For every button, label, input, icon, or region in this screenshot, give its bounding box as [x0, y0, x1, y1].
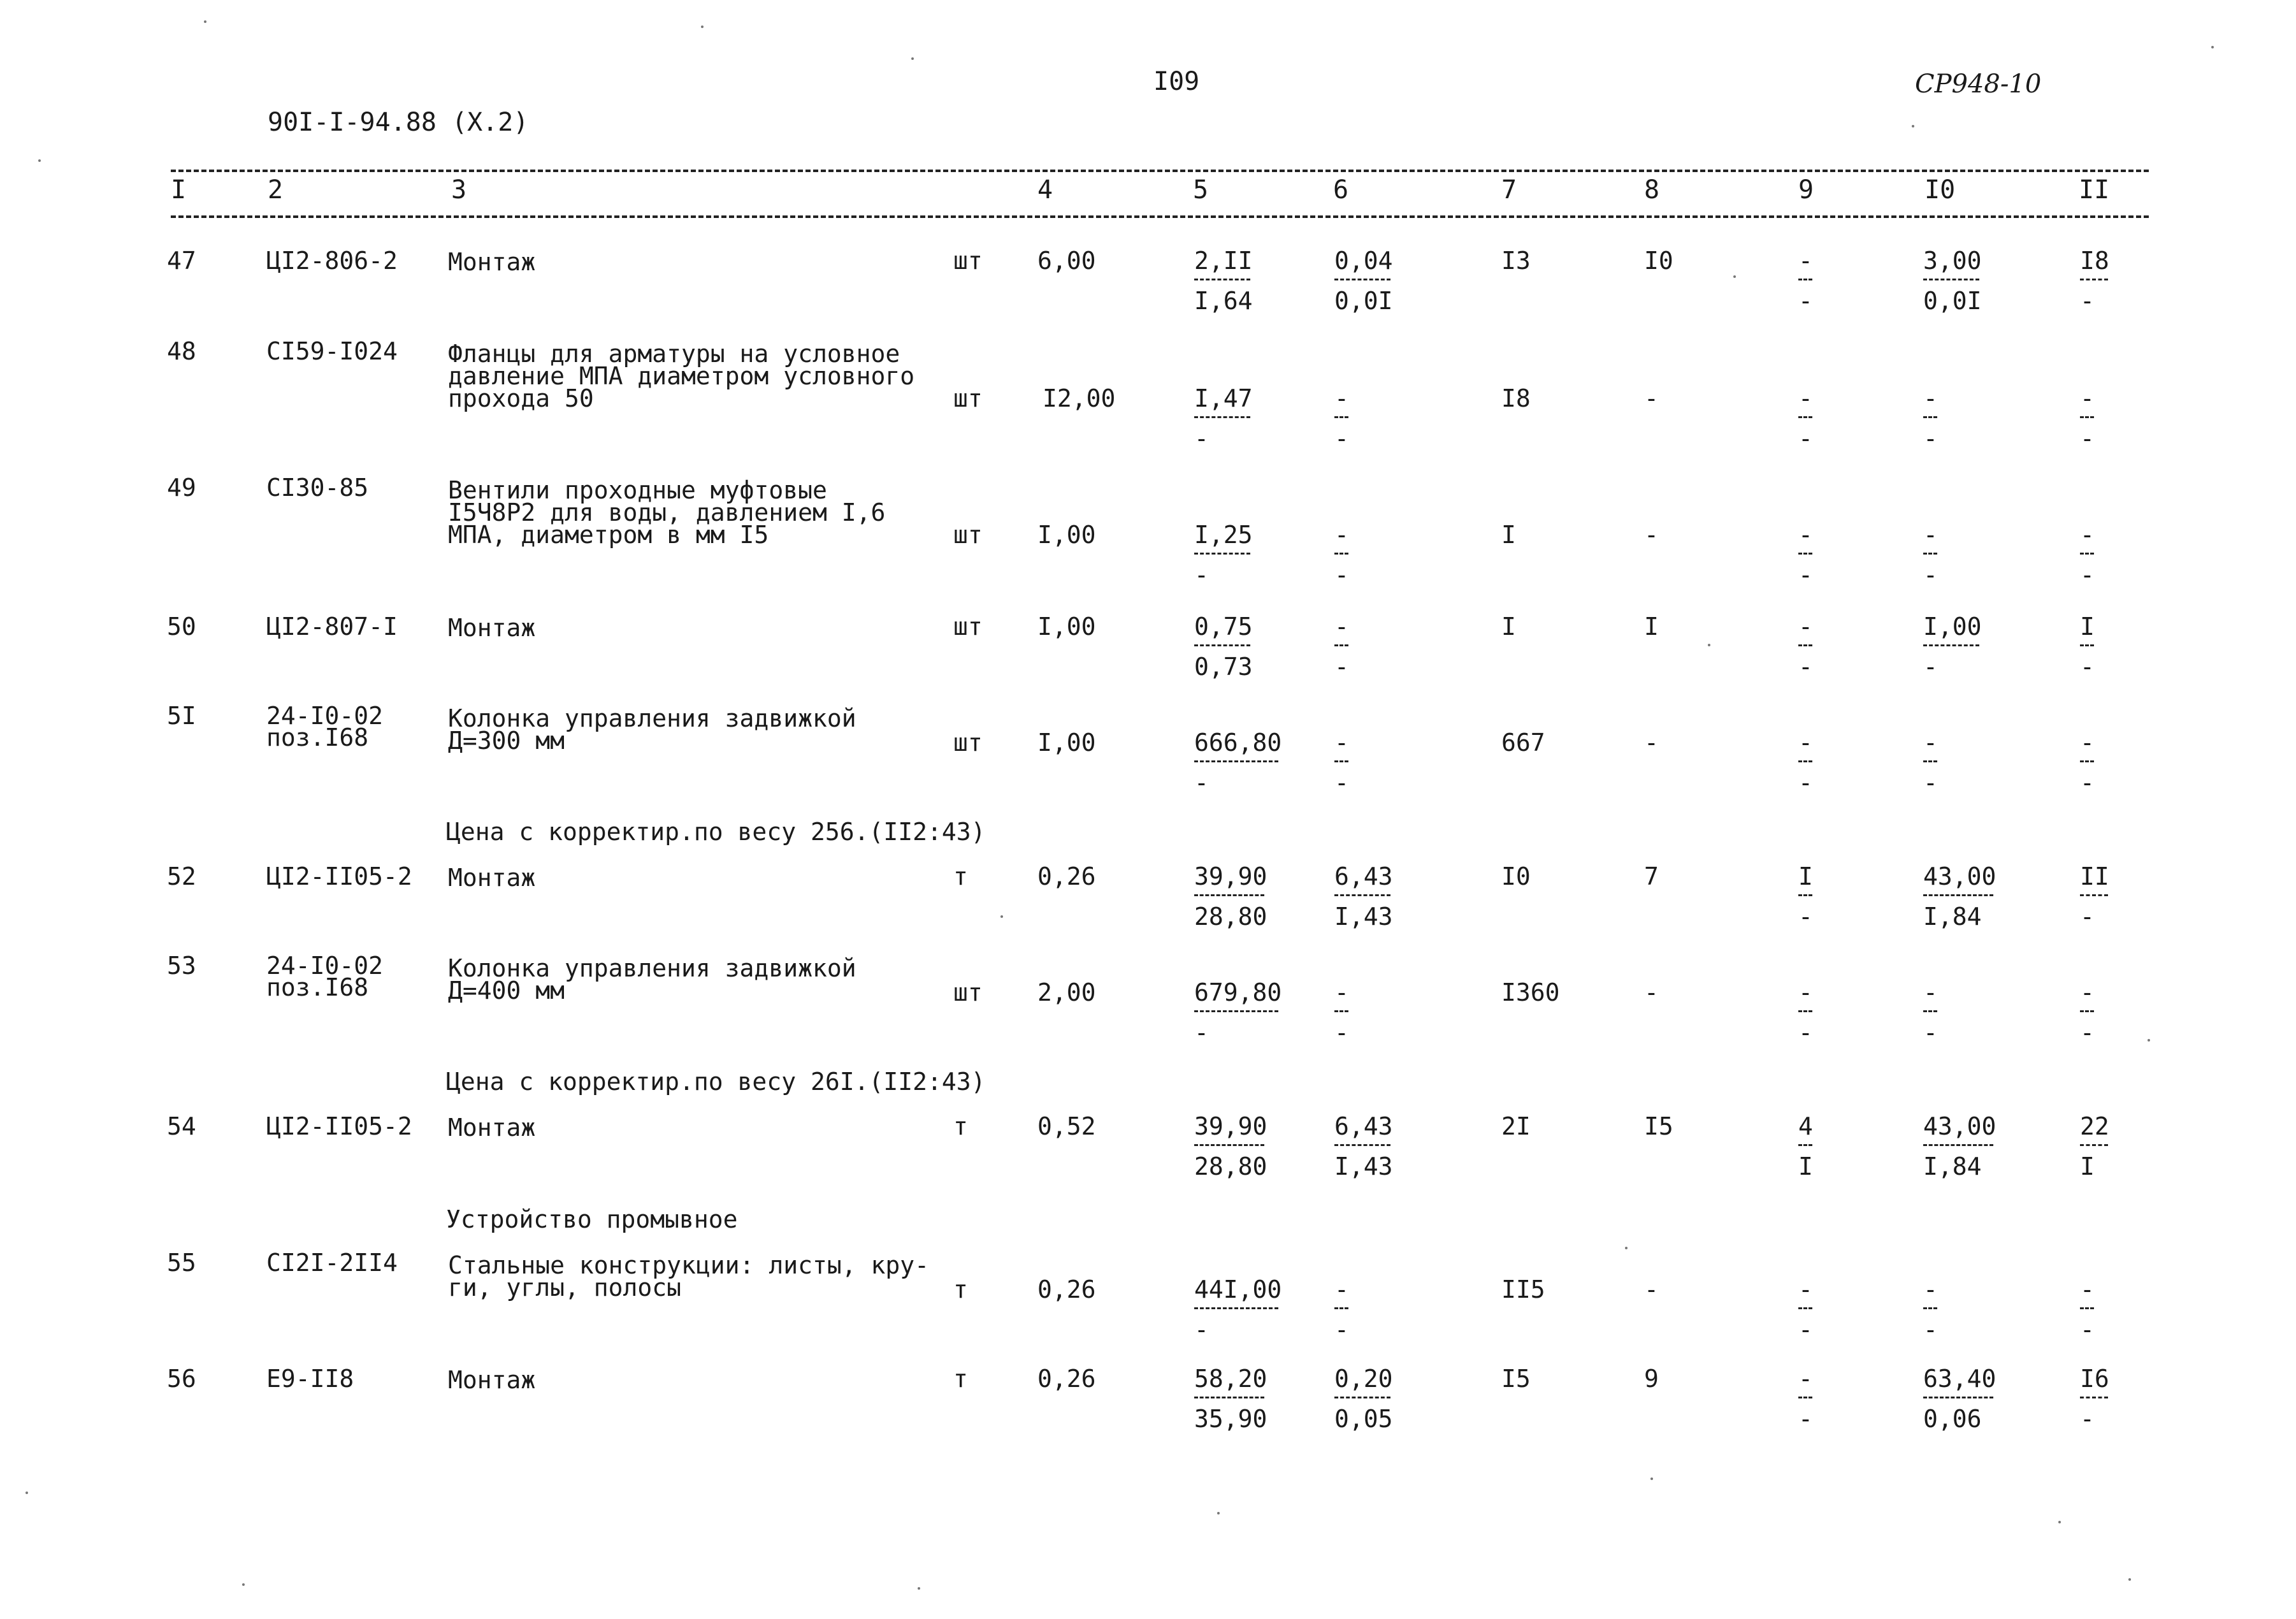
item-description: Фланцы для арматуры на условное давление МПА диаметром условного прохода 50: [448, 340, 915, 412]
column-7-value: I8: [1501, 384, 1531, 412]
column-10-value: - -: [1923, 384, 1938, 453]
column-11-value: - -: [2080, 729, 2095, 797]
column-8-value: -: [1644, 729, 1659, 757]
column-10-value: - -: [1923, 729, 1938, 797]
rate-code: CI59-I024: [266, 337, 398, 365]
column-7-value: I: [1501, 521, 1516, 549]
column-10-value: 63,40 0,06: [1923, 1365, 1996, 1433]
column-6-value: - -: [1334, 729, 1349, 797]
column-10-value: - -: [1923, 521, 1938, 589]
rate-code-position: поз.I68: [266, 723, 369, 751]
quantity: I2,00: [1043, 384, 1116, 412]
row-number: 5I: [167, 702, 196, 730]
column-10-value: 43,00 I,84: [1923, 1112, 1996, 1180]
column-8-value: I5: [1644, 1112, 1673, 1140]
rate-code: ЦI2-II05-2: [266, 1112, 412, 1140]
column-7-value: I: [1501, 613, 1516, 641]
column-6-value: - -: [1334, 978, 1349, 1047]
unit: шт: [953, 613, 983, 641]
column-11-value: - -: [2080, 521, 2095, 589]
section-subheading: Устройство промывное: [446, 1205, 738, 1233]
scan-speck: [242, 1583, 245, 1586]
column-8-value: 9: [1644, 1365, 1659, 1393]
scan-speck: [1708, 644, 1710, 646]
unit: шт: [953, 384, 983, 412]
column-5-value: 39,90 28,80: [1194, 862, 1267, 931]
quantity: 6,00: [1037, 247, 1096, 275]
rate-code: ЦI2-807-I: [266, 613, 398, 641]
column-5-value: 2,II I,64: [1194, 247, 1253, 315]
column-6-value: - -: [1334, 521, 1349, 589]
scan-speck: [911, 57, 914, 60]
scan-speck: [2058, 1521, 2061, 1523]
column-header-4: 4: [1037, 175, 1053, 205]
column-9-value: - -: [1798, 729, 1813, 797]
column-11-value: - -: [2080, 384, 2095, 453]
column-9-value: - -: [1798, 384, 1813, 453]
scan-speck: [204, 20, 206, 23]
column-11-value: I8 -: [2080, 247, 2109, 315]
column-6-value: 0,04 0,0I: [1334, 247, 1393, 315]
column-5-value: 44I,00 -: [1194, 1275, 1282, 1344]
scan-speck: [38, 159, 41, 162]
page-number: I09: [1153, 67, 1200, 96]
column-9-value: - -: [1798, 521, 1813, 589]
column-5-value: I,25 -: [1194, 521, 1253, 589]
column-11-value: - -: [2080, 1275, 2095, 1344]
scan-speck: [1912, 125, 1914, 127]
unit: шт: [953, 729, 983, 757]
item-description: Колонка управления задвижкой Д=400 мм: [448, 954, 856, 1005]
column-8-value: 7: [1644, 862, 1659, 890]
column-10-value: 3,00 0,0I: [1923, 247, 1982, 315]
quantity: 0,26: [1037, 1275, 1096, 1303]
quantity: 0,26: [1037, 1365, 1096, 1393]
rate-code: Е9-II8: [266, 1365, 354, 1393]
column-7-value: 667: [1501, 729, 1545, 757]
column-header-9: 9: [1798, 175, 1814, 205]
item-description: Монтаж: [448, 614, 536, 642]
quantity: I,00: [1037, 729, 1096, 757]
column-9-value: - -: [1798, 613, 1813, 681]
column-7-value: I360: [1501, 978, 1560, 1006]
column-5-value: I,47 -: [1194, 384, 1253, 453]
row-number: 56: [167, 1365, 196, 1393]
rate-code-position: поз.I68: [266, 973, 369, 1001]
unit: шт: [953, 247, 983, 275]
column-header-11: II: [2079, 175, 2110, 205]
row-number: 52: [167, 862, 196, 890]
rate-code: ЦI2-806-2: [266, 247, 398, 275]
column-10-value: - -: [1923, 978, 1938, 1047]
column-5-value: 666,80 -: [1194, 729, 1282, 797]
column-11-value: II -: [2080, 862, 2109, 931]
header-bottom-rule: [171, 215, 2149, 218]
unit: т: [953, 1275, 968, 1303]
column-9-value: - -: [1798, 247, 1813, 315]
column-7-value: II5: [1501, 1275, 1545, 1303]
column-8-value: I: [1644, 613, 1659, 641]
scan-speck: [25, 1492, 28, 1494]
column-10-value: 43,00 I,84: [1923, 862, 1996, 931]
item-description: Монтаж: [448, 1366, 536, 1394]
scan-speck: [1000, 915, 1003, 918]
rate-code: 24-I0-02: [266, 952, 384, 980]
column-5-value: 58,20 35,90: [1194, 1365, 1267, 1433]
document-code: 90I-I-94.88 (X.2): [268, 108, 529, 137]
scan-speck: [1650, 1477, 1653, 1480]
quantity: 2,00: [1037, 978, 1096, 1006]
price-adjustment-note: Цена с корректир.по весу 256.(II2:43): [446, 818, 986, 846]
rate-code: CI30-85: [266, 474, 369, 502]
column-6-value: 0,20 0,05: [1334, 1365, 1393, 1433]
row-number: 49: [167, 474, 196, 502]
unit: шт: [953, 978, 983, 1006]
column-9-value: - -: [1798, 978, 1813, 1047]
scan-speck: [1217, 1512, 1220, 1514]
item-description: Монтаж: [448, 248, 536, 276]
unit: т: [953, 1365, 968, 1393]
column-6-value: 6,43 I,43: [1334, 862, 1393, 931]
row-number: 48: [167, 337, 196, 365]
column-11-value: I -: [2080, 613, 2095, 681]
row-number: 54: [167, 1112, 196, 1140]
item-description: Монтаж: [448, 864, 536, 892]
handwritten-stamp: СР948-10: [1915, 69, 2042, 99]
column-8-value: -: [1644, 1275, 1659, 1303]
column-5-value: 0,75 0,73: [1194, 613, 1253, 681]
column-header-3: 3: [451, 175, 467, 205]
scan-speck: [2128, 1578, 2131, 1581]
scan-speck: [918, 1587, 920, 1590]
column-9-value: 4 I: [1798, 1112, 1813, 1180]
column-header-7: 7: [1501, 175, 1517, 205]
scan-speck: [701, 25, 704, 28]
rate-code: ЦI2-II05-2: [266, 862, 412, 890]
column-6-value: - -: [1334, 384, 1349, 453]
column-6-value: 6,43 I,43: [1334, 1112, 1393, 1180]
column-5-value: 679,80 -: [1194, 978, 1282, 1047]
quantity: 0,52: [1037, 1112, 1096, 1140]
column-8-value: -: [1644, 384, 1659, 412]
column-11-value: - -: [2080, 978, 2095, 1047]
column-header-6: 6: [1333, 175, 1349, 205]
scan-speck: [1733, 275, 1736, 278]
rate-code: 24-I0-02: [266, 702, 384, 730]
quantity: I,00: [1037, 613, 1096, 641]
column-8-value: I0: [1644, 247, 1673, 275]
column-7-value: I5: [1501, 1365, 1531, 1393]
quantity: I,00: [1037, 521, 1096, 549]
column-7-value: 2I: [1501, 1112, 1531, 1140]
unit: шт: [953, 521, 983, 549]
column-5-value: 39,90 28,80: [1194, 1112, 1267, 1180]
column-9-value: - -: [1798, 1275, 1813, 1344]
rate-code: CI2I-2II4: [266, 1249, 398, 1277]
column-header-10: I0: [1924, 175, 1956, 205]
header-top-rule: [171, 170, 2149, 172]
column-9-value: I -: [1798, 862, 1813, 931]
column-11-value: 22 I: [2080, 1112, 2109, 1180]
scan-speck: [1625, 1247, 1628, 1249]
column-9-value: - -: [1798, 1365, 1813, 1433]
column-7-value: I3: [1501, 247, 1531, 275]
item-description: Стальные конструкции: листы, кру- ги, углы, полосы: [448, 1251, 929, 1302]
column-10-value: - -: [1923, 1275, 1938, 1344]
item-description: Монтаж: [448, 1114, 536, 1142]
column-8-value: -: [1644, 978, 1659, 1006]
column-6-value: - -: [1334, 613, 1349, 681]
column-8-value: -: [1644, 521, 1659, 549]
item-description: Колонка управления задвижкой Д=300 мм: [448, 704, 856, 755]
price-adjustment-note: Цена с корректир.по весу 26I.(II2:43): [446, 1068, 986, 1096]
row-number: 55: [167, 1249, 196, 1277]
row-number: 53: [167, 952, 196, 980]
quantity: 0,26: [1037, 862, 1096, 890]
column-7-value: I0: [1501, 862, 1531, 890]
unit: т: [953, 862, 968, 890]
column-header-2: 2: [268, 175, 284, 205]
unit: т: [953, 1112, 968, 1140]
scan-speck: [2148, 1039, 2150, 1042]
column-10-value: I,00 -: [1923, 613, 1982, 681]
item-description: Вентили проходные муфтовые I5Ч8Р2 для воды, давлением I,6 МПА, диаметром в мм I5: [448, 476, 886, 549]
row-number: 47: [167, 247, 196, 275]
column-11-value: I6 -: [2080, 1365, 2109, 1433]
column-6-value: - -: [1334, 1275, 1349, 1344]
row-number: 50: [167, 613, 196, 641]
scan-speck: [2211, 46, 2214, 48]
column-header-8: 8: [1644, 175, 1660, 205]
column-header-1: I: [171, 175, 187, 205]
column-header-5: 5: [1193, 175, 1209, 205]
